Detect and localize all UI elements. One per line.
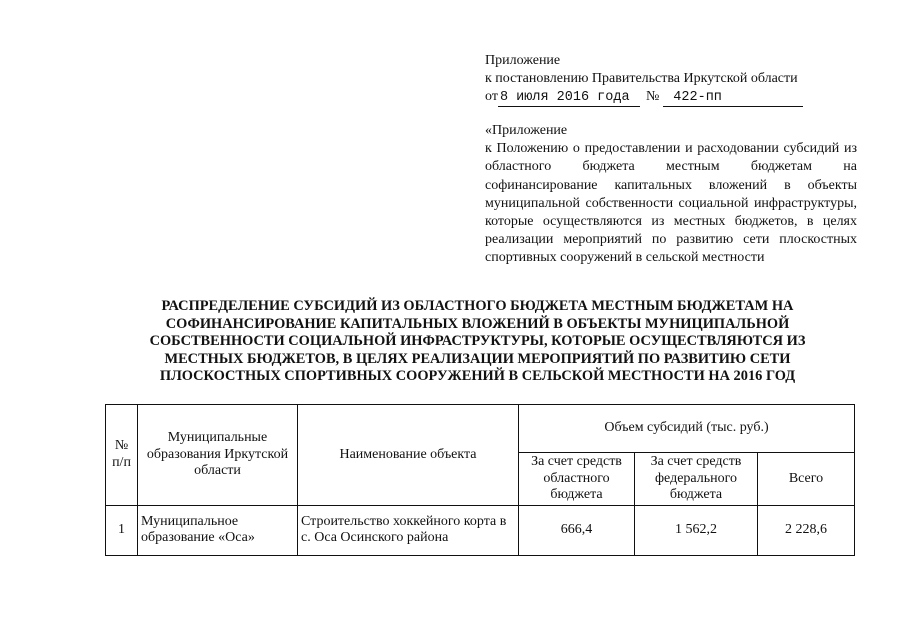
table-header-row <box>106 405 855 453</box>
date-prefix: от <box>485 89 498 104</box>
header-total: Всего <box>758 453 855 506</box>
header-regional: За счет средств областного бюджета <box>519 453 635 506</box>
row-federal: 1 562,2 <box>635 505 758 555</box>
header-federal: За счет средств федерального бюджета <box>635 453 758 506</box>
regulation-appendix-label: «Приложение <box>485 123 568 138</box>
table-row <box>106 505 855 555</box>
appendix-label: Приложение <box>485 53 561 68</box>
row-municipality: Муниципальное образование «Оса» <box>138 505 298 555</box>
header-object: Наименование объекта <box>298 405 519 506</box>
document-title: РАСПРЕДЕЛЕНИЕ СУБСИДИЙ ИЗ ОБЛАСТНОГО БЮДЖЕТА МЕСТНЫМ БЮДЖЕТАМ НА СОФИНАНСИРОВАНИЕ КАПИТАЛЬНЫХ ВЛОЖЕНИЙ В ОБЪЕКТЫ МУНИЦИПАЛЬНОЙ СОБСТВЕННОСТИ СОЦИАЛЬНОЙ ИНФРАСТРУКТУРЫ, КОТОРЫЕ ОСУЩЕСТВЛЯЮТСЯ ИЗ МЕСТНЫХ БЮДЖЕТОВ, В ЦЕЛЯХ РЕАЛИЗАЦИИ МЕРОПРИЯТИЙ ПО РАЗВИТИЮ СЕТИ ПЛОСКОСТНЫХ СПОРТИВНЫХ СООРУЖЕНИЙ В СЕЛЬСКОЙ МЕСТНОСТИ НА 2016 ГОД <box>149 298 806 384</box>
appendix-header <box>485 52 830 107</box>
resolution-date: 8 июля 2016 года <box>498 90 640 107</box>
resolution-number: 422-пп <box>663 90 803 107</box>
regulation-text: к Положению о предоставлении и расходовании субсидий из областного бюджета местным бюджетам на софинансирование капитальных вложений в объекты муниципальной собственности социальной инфраструктуры, которые осуществляются из местных бюджетов, в целях реализации мероприятий по развитию сети плоскостных спортивных сооружений в сельской местности <box>485 141 857 266</box>
row-regional: 666,4 <box>519 505 635 555</box>
row-number: 1 <box>106 505 138 555</box>
subsidy-table <box>105 404 855 556</box>
number-label: № <box>645 89 660 104</box>
header-number: № п/п <box>106 405 138 506</box>
header-subsidy-volume: Объем субсидий (тыс. руб.) <box>519 405 855 453</box>
row-total: 2 228,6 <box>758 505 855 555</box>
appendix-resolution-ref: к постановлению Правительства Иркутской области <box>485 71 798 86</box>
header-municipality: Муниципальные образования Иркутской области <box>138 405 298 506</box>
appendix-date-line <box>485 88 830 107</box>
row-object: Строительство хоккейного корта в с. Оса Осинского района <box>298 505 519 555</box>
regulation-reference <box>485 122 857 268</box>
